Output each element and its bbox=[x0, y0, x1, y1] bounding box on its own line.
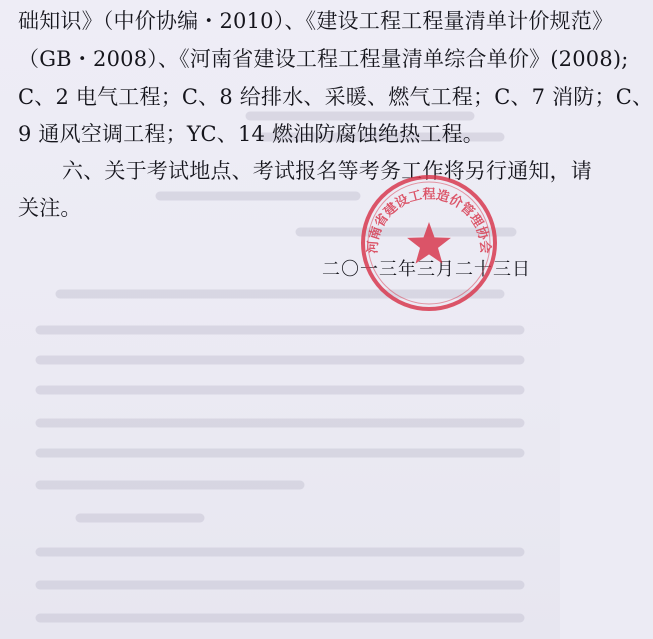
body-text-line: 础知识》（中价协编・2010）、《建设工程工程量清单计价规范》 bbox=[18, 9, 614, 33]
official-seal bbox=[358, 172, 500, 314]
body-text-line: C、2 电气工程；C、8 给排水、采暖、燃气工程；C、7 消防；C、 bbox=[18, 85, 653, 109]
body-text-line: （GB・2008）、《河南省建设工程工程量清单综合单价》(2008); bbox=[18, 47, 629, 71]
section-six-text-continued: 关注。 bbox=[18, 196, 82, 220]
body-text-line: 9 通风空调工程；YC、14 燃油防腐蚀绝热工程。 bbox=[18, 122, 484, 146]
svg-text:河南省建设工程造价管理协会: 河南省建设工程造价管理协会 bbox=[365, 187, 493, 255]
issue-date: 二〇一三年三月二十三日 bbox=[322, 259, 531, 280]
section-six-text: 六、关于考试地点、考试报名等考务工作将另行通知，请 bbox=[62, 159, 592, 183]
